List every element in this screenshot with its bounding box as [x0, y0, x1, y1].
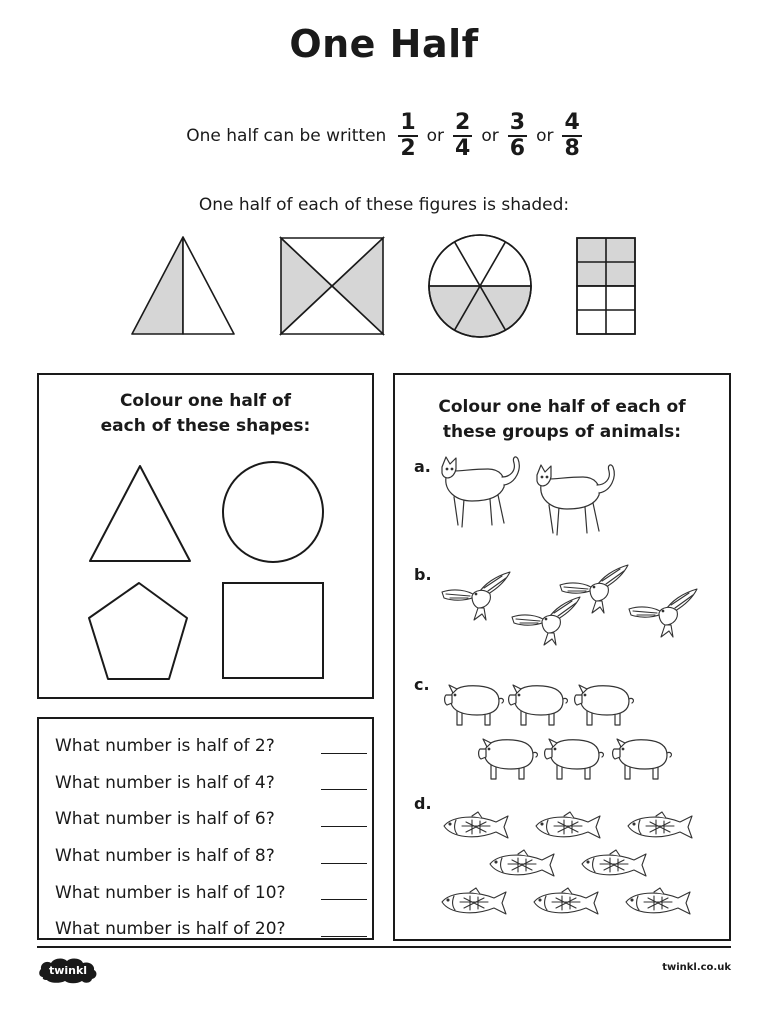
answer-blank[interactable]: [321, 899, 367, 900]
answer-blank[interactable]: [321, 936, 367, 937]
animals-heading-line-1: Colour one half of each of: [438, 397, 686, 417]
shapes-heading-line-1: Colour one half of: [119, 391, 292, 411]
animals-heading-line-2: these groups of animals:: [442, 422, 682, 442]
intro-text: One half can be written: [186, 126, 387, 146]
fish-icon[interactable]: [490, 850, 554, 876]
question-list: [55, 728, 367, 948]
animal-groups: [395, 375, 729, 939]
fish-icon[interactable]: [582, 850, 646, 876]
fish-icon[interactable]: [444, 812, 508, 838]
intro-line: [0, 108, 768, 164]
half-shaded-square: [281, 238, 383, 334]
fraction-denominator: 8: [564, 136, 580, 161]
pig-icon[interactable]: [445, 685, 504, 725]
fraction-four-eighths: [562, 111, 581, 161]
pig-icon[interactable]: [613, 739, 672, 779]
question-text: What number is half of 2?: [55, 736, 275, 757]
shapes-to-colour: [39, 375, 372, 697]
half-questions-box: [37, 717, 374, 940]
fraction-numerator: 4: [564, 110, 580, 135]
cat-icon[interactable]: [442, 457, 519, 527]
question-row: [55, 728, 367, 765]
half-shaded-circle: [429, 235, 531, 337]
logo-text: twinkl: [48, 964, 88, 977]
group-label-c: c.: [414, 675, 430, 694]
circle-shape[interactable]: [223, 462, 323, 562]
question-row: [55, 801, 367, 838]
page-title: One Half: [289, 22, 479, 66]
pig-icon[interactable]: [509, 685, 568, 725]
fish-icon[interactable]: [536, 812, 600, 838]
question-text: What number is half of 10?: [55, 882, 286, 903]
or-word: or: [481, 126, 499, 146]
bird-icon[interactable]: [442, 572, 510, 620]
pig-icon[interactable]: [479, 739, 538, 779]
pig-icon[interactable]: [545, 739, 604, 779]
question-row: [55, 838, 367, 875]
fish-icon[interactable]: [534, 888, 598, 914]
fraction-numerator: 2: [455, 110, 471, 135]
question-row: [55, 911, 367, 948]
fraction-two-quarters: [453, 111, 472, 161]
colour-shapes-box: [37, 373, 374, 699]
fish-icon[interactable]: [626, 888, 690, 914]
group-label-a: a.: [414, 457, 431, 476]
question-row: [55, 874, 367, 911]
colour-animals-box: [393, 373, 731, 941]
pentagon-shape[interactable]: [89, 583, 187, 679]
figures-subtitle: One half of each of these figures is shaded:: [198, 195, 570, 215]
question-row: [55, 765, 367, 802]
answer-blank[interactable]: [321, 863, 367, 864]
fish-icon[interactable]: [442, 888, 506, 914]
question-text: What number is half of 20?: [55, 919, 286, 940]
shapes-heading-line-2: each of these shapes:: [100, 416, 311, 436]
bird-icon[interactable]: [629, 589, 697, 637]
group-label-b: b.: [414, 565, 432, 584]
triangle-shape[interactable]: [90, 466, 190, 561]
half-shaded-triangle: [132, 237, 234, 334]
square-shape[interactable]: [223, 583, 323, 678]
fraction-denominator: 2: [400, 136, 416, 161]
cat-icon[interactable]: [537, 465, 614, 535]
or-word: or: [536, 126, 554, 146]
twinkl-logo: [37, 955, 99, 985]
question-text: What number is half of 4?: [55, 772, 275, 793]
shaded-figures: [0, 232, 768, 342]
footer-site: twinkl.co.uk: [662, 962, 731, 973]
fraction-denominator: 6: [509, 136, 526, 161]
answer-blank[interactable]: [321, 753, 367, 754]
fraction-numerator: 3: [509, 110, 526, 135]
half-shaded-grid: [577, 238, 635, 334]
or-word: or: [426, 126, 445, 146]
fish-icon[interactable]: [628, 812, 692, 838]
fraction-three-sixths: [508, 111, 527, 161]
fraction-numerator: 1: [400, 110, 416, 135]
pig-icon[interactable]: [575, 685, 634, 725]
bird-icon[interactable]: [512, 597, 580, 645]
question-text: What number is half of 8?: [55, 846, 275, 867]
fraction-denominator: 4: [455, 136, 471, 161]
answer-blank[interactable]: [321, 826, 367, 827]
question-text: What number is half of 6?: [55, 809, 275, 830]
fraction-one-half: [398, 111, 417, 161]
group-label-d: d.: [414, 794, 432, 813]
footer-divider: [37, 946, 731, 948]
answer-blank[interactable]: [321, 789, 367, 790]
